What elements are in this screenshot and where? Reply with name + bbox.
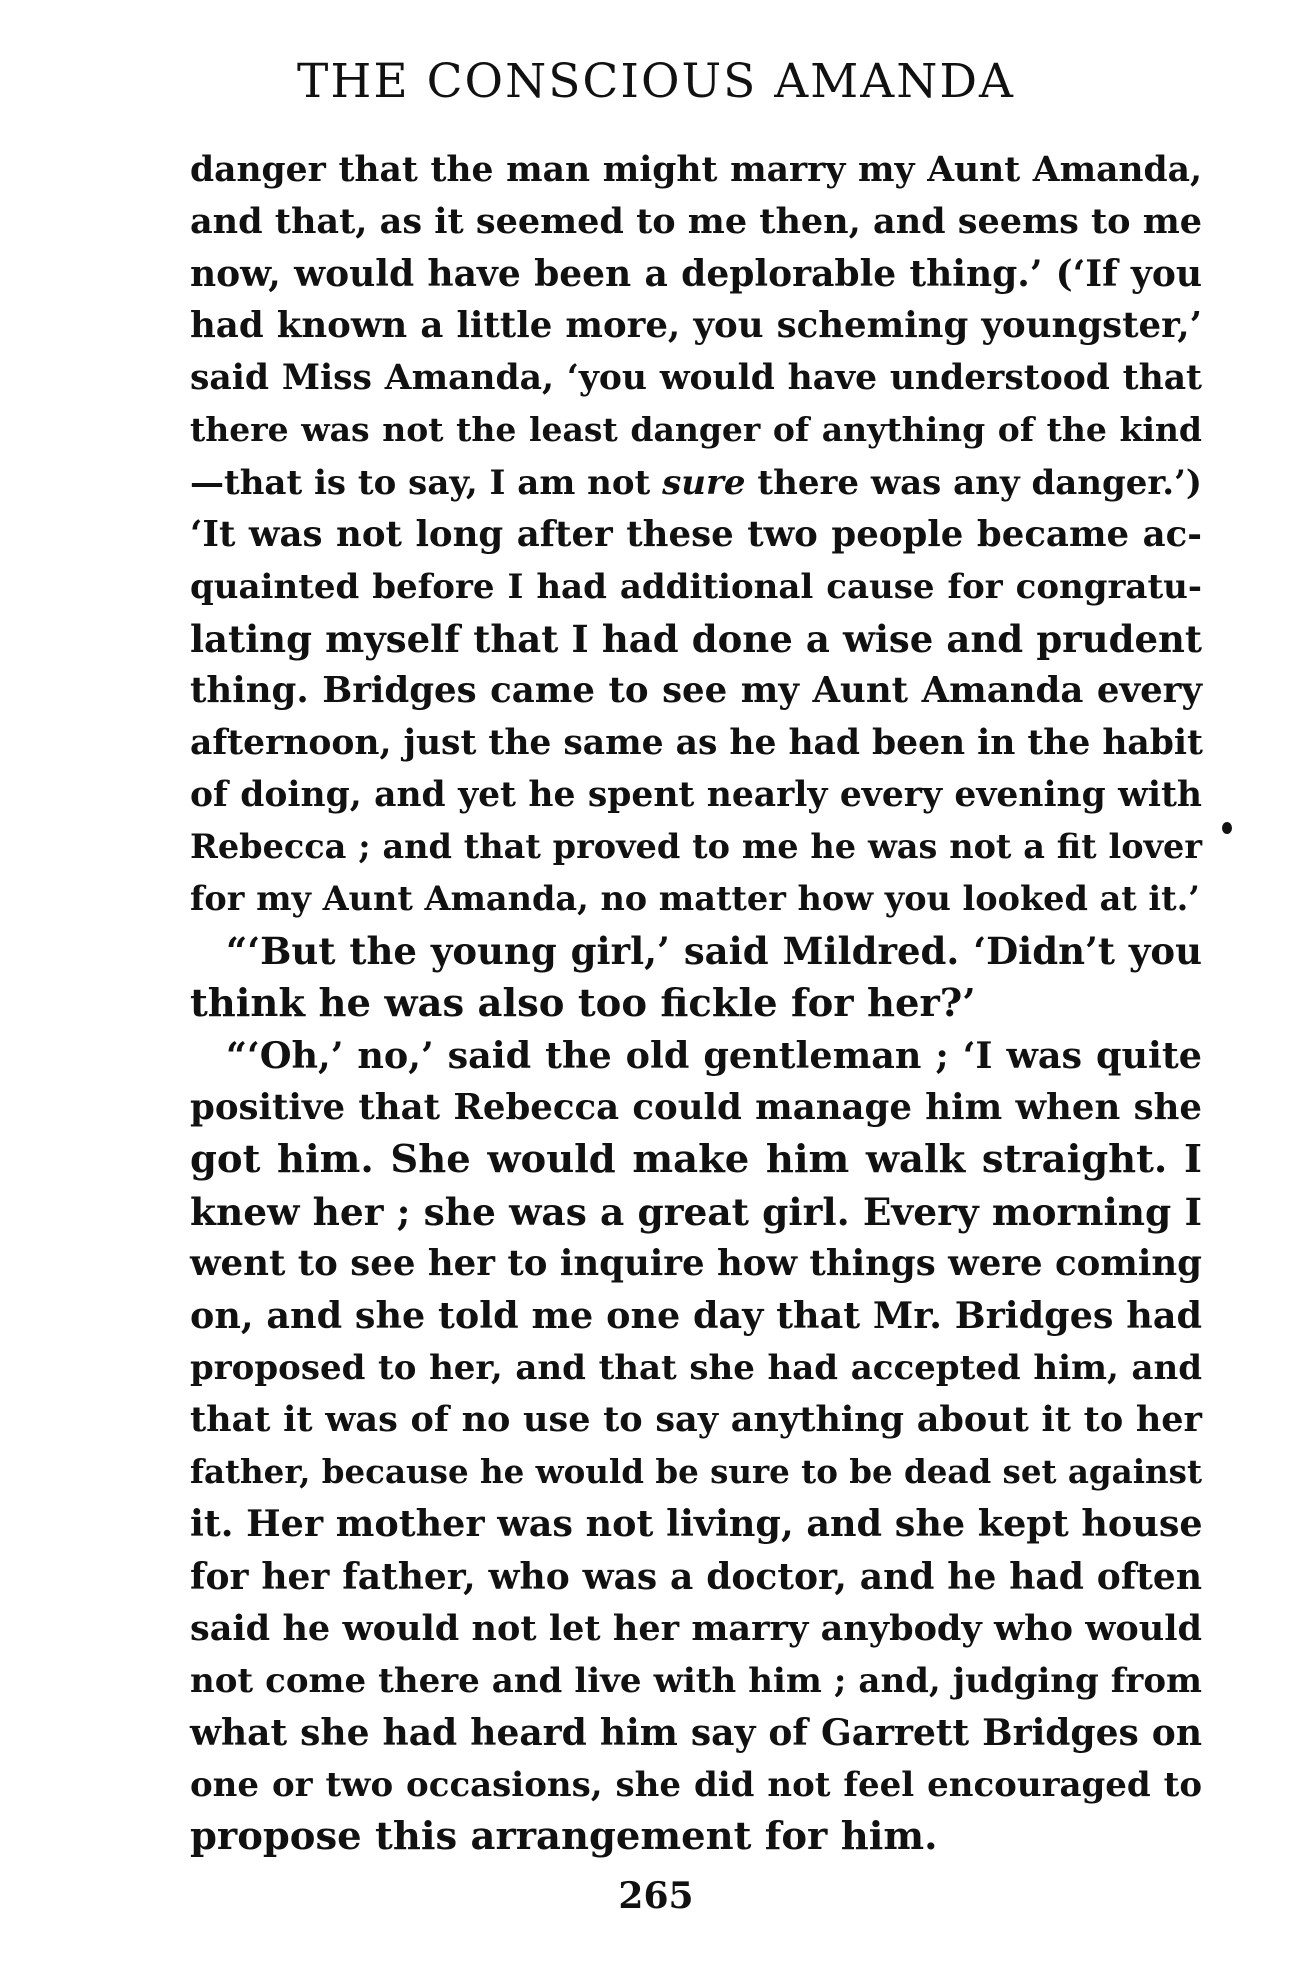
- text-line: said he would not let her marry anybody who would: [190, 1607, 1202, 1649]
- margin-ink-dot: [1222, 822, 1232, 834]
- text-line: there was not the least danger of anything of the kind: [190, 410, 1202, 450]
- text-line: of doing, and yet he spent nearly every evening with: [190, 775, 1202, 816]
- body-text: [190, 144, 1202, 1863]
- text-line: father, because he would be sure to be dead set against: [190, 1452, 1202, 1492]
- text-line: went to see her to inquire how things were coming: [190, 1242, 1202, 1284]
- text-line: it. Her mother was not living, and she kept house: [190, 1502, 1203, 1546]
- text-line: danger that the man might marry my Aunt Amanda,: [190, 150, 1202, 190]
- text-line: one or two occasions, she did not feel encouraged to: [190, 1764, 1202, 1805]
- text-line: thing. Bridges came to see my Aunt Amanda every: [190, 669, 1202, 711]
- text-line: got him. She would make him walk straight. I: [190, 1136, 1202, 1182]
- page-number: 265: [618, 1875, 694, 1917]
- text-line: Rebecca ; and that proved to me he was not a fit lover: [190, 827, 1202, 867]
- text-line: that it was of no use to say anything about it to her: [190, 1399, 1202, 1441]
- text-line: think he was also too fickle for her?’: [190, 980, 976, 1026]
- text-line: what she had heard him say of Garrett Bridges on: [190, 1711, 1202, 1754]
- text-segment: there was any danger.’): [745, 462, 1202, 503]
- running-head: THE CONSCIOUS AMANDA: [297, 54, 1015, 109]
- text-line: on, and she told me one day that Mr. Bridges had: [190, 1294, 1202, 1338]
- text-line: lating myself that I had done a wise and prudent: [190, 616, 1202, 661]
- text-segment: —that is to say, I am not: [190, 462, 663, 503]
- italic-emphasis: sure: [662, 462, 746, 503]
- text-line: positive that Rebecca could manage him when she: [190, 1086, 1202, 1128]
- text-line: now, would have been a deplorable thing.’ (‘If you: [190, 253, 1202, 296]
- text-line: not come there and live with him ; and, judging from: [190, 1660, 1202, 1701]
- text-line: “‘Oh,’ no,’ said the old gentleman ; ‘I was quite: [226, 1033, 1202, 1077]
- text-line: afternoon, just the same as he had been in the habit: [190, 723, 1203, 764]
- text-line: “‘But the young girl,’ said Mildred. ‘Didn’t you: [226, 929, 1202, 974]
- text-line: quainted before I had additional cause for congratu-: [190, 566, 1202, 607]
- text-line: and that, as it seemed to me then, and seems to me: [190, 201, 1202, 243]
- text-line: [190, 457, 1202, 509]
- text-line: propose this arrangement for him.: [190, 1814, 938, 1859]
- text-line: knew her ; she was a great girl. Every morning I: [190, 1189, 1202, 1234]
- text-line: for my Aunt Amanda, no matter how you looked at it.’: [190, 879, 1200, 919]
- text-line: had known a little more, you scheming youngster,’: [190, 305, 1202, 347]
- text-line: ‘It was not long after these two people became ac-: [190, 513, 1202, 555]
- text-line: said Miss Amanda, ‘you would have understood that: [190, 358, 1202, 399]
- text-line: for her father, who was a doctor, and he had often: [190, 1555, 1202, 1598]
- text-line: proposed to her, and that she had accepted him, and: [190, 1348, 1202, 1389]
